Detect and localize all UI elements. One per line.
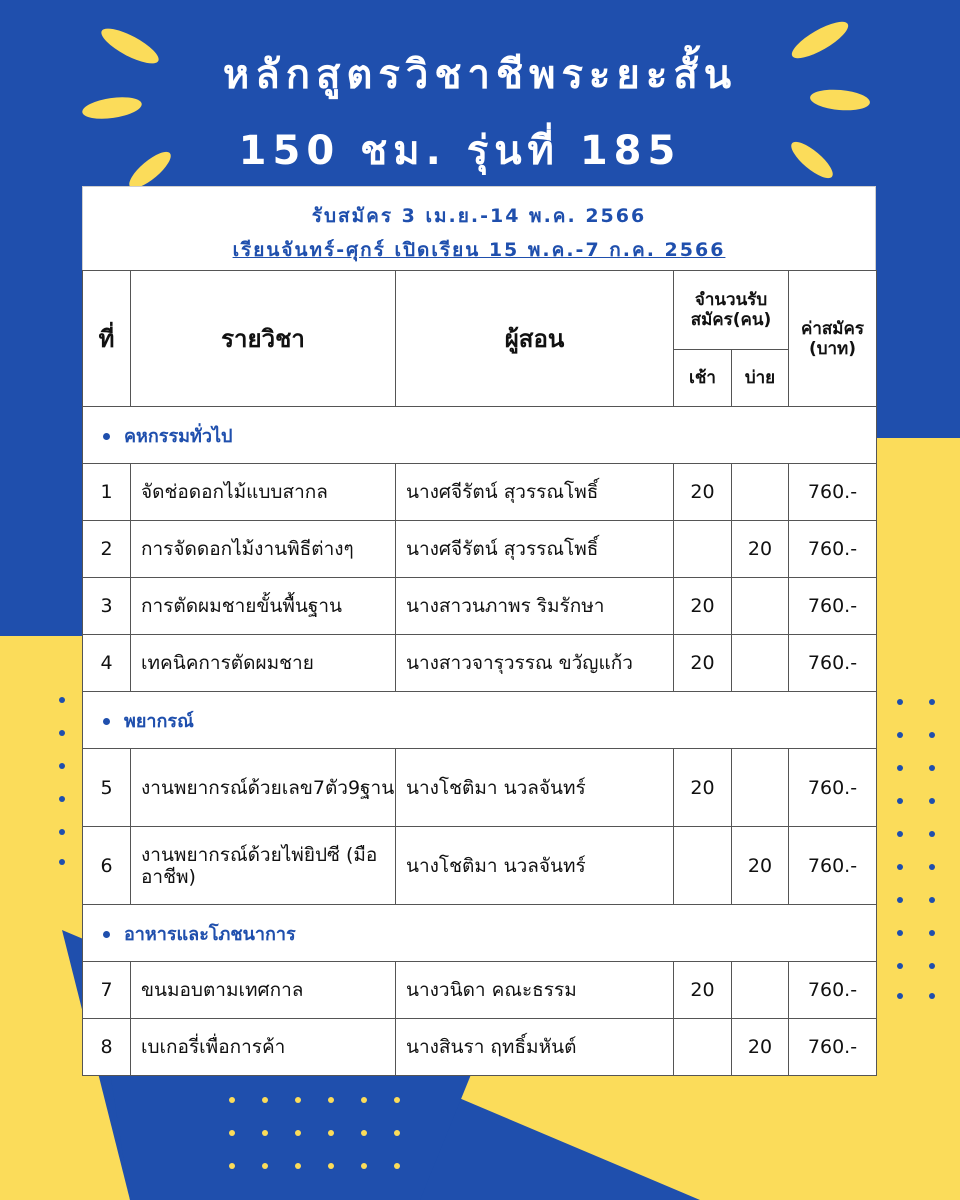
- course-card: [82, 186, 876, 1076]
- row-fee: 760.-: [789, 521, 877, 578]
- date-box: [82, 186, 876, 270]
- row-afternoon: [732, 578, 789, 635]
- row-fee: 760.-: [789, 827, 877, 905]
- row-morning: 20: [674, 464, 732, 521]
- table-row: [83, 635, 877, 692]
- row-afternoon: 20: [732, 827, 789, 905]
- category-label: อาหารและโภชนาการ: [124, 923, 296, 945]
- row-morning: 20: [674, 635, 732, 692]
- row-morning: [674, 827, 732, 905]
- row-fee: 760.-: [789, 749, 877, 827]
- row-subject: การจัดดอกไม้งานพิธีต่างๆ: [131, 521, 396, 578]
- row-afternoon: [732, 464, 789, 521]
- bullet-icon: [103, 718, 110, 725]
- row-subject: งานพยากรณ์ด้วยไพ่ยิปซี (มืออาชีพ): [131, 827, 396, 905]
- row-no: 5: [83, 749, 131, 827]
- row-fee: 760.-: [789, 578, 877, 635]
- header-capacity: จำนวนรับสมัคร(คน): [674, 271, 789, 350]
- row-teacher: นางสาวจารุวรรณ ขวัญแก้ว: [396, 635, 674, 692]
- table-row: [83, 962, 877, 1019]
- apply-dates: รับสมัคร 3 เม.ย.-14 พ.ค. 2566: [311, 205, 647, 227]
- course-table: [82, 270, 877, 1076]
- row-subject: ขนมอบตามเทศกาล: [131, 962, 396, 1019]
- header-subject: รายวิชา: [131, 271, 396, 407]
- study-dates: เรียนจันทร์-ศุกร์ เปิดเรียน 15 พ.ค.-7 ก.ค. 2566: [232, 239, 726, 261]
- header-afternoon: บ่าย: [732, 350, 789, 407]
- category-row: [83, 905, 877, 962]
- row-morning: 20: [674, 749, 732, 827]
- table-row: [83, 749, 877, 827]
- row-no: 8: [83, 1019, 131, 1076]
- row-morning: [674, 1019, 732, 1076]
- header-teacher: ผู้สอน: [396, 271, 674, 407]
- bullet-icon: [103, 931, 110, 938]
- row-no: 7: [83, 962, 131, 1019]
- category-row: [83, 692, 877, 749]
- row-morning: 20: [674, 578, 732, 635]
- row-fee: 760.-: [789, 962, 877, 1019]
- row-subject: เบเกอรี่เพื่อการค้า: [131, 1019, 396, 1076]
- row-teacher: นางโชติมา นวลจันทร์: [396, 827, 674, 905]
- row-no: 6: [83, 827, 131, 905]
- category-row: [83, 407, 877, 464]
- table-row: [83, 1019, 877, 1076]
- table-row: [83, 464, 877, 521]
- row-subject: การตัดผมชายขั้นพื้นฐาน: [131, 578, 396, 635]
- row-no: 2: [83, 521, 131, 578]
- row-teacher: นางวนิดา คณะธรรม: [396, 962, 674, 1019]
- row-morning: 20: [674, 962, 732, 1019]
- row-afternoon: [732, 635, 789, 692]
- row-subject: เทคนิคการตัดผมชาย: [131, 635, 396, 692]
- row-fee: 760.-: [789, 464, 877, 521]
- header-morning: เช้า: [674, 350, 732, 407]
- row-fee: 760.-: [789, 1019, 877, 1076]
- row-teacher: นางศจีรัตน์ สุวรรณโพธิ์: [396, 521, 674, 578]
- header-no: ที่: [83, 271, 131, 407]
- row-subject: งานพยากรณ์ด้วยเลข7ตัว9ฐาน: [131, 749, 396, 827]
- row-afternoon: 20: [732, 1019, 789, 1076]
- header-fee: ค่าสมัคร (บาท): [789, 271, 877, 407]
- table-row: [83, 521, 877, 578]
- category-label: คหกรรมทั่วไป: [124, 425, 233, 447]
- row-subject: จัดช่อดอกไม้แบบสากล: [131, 464, 396, 521]
- row-afternoon: [732, 962, 789, 1019]
- bullet-icon: [103, 433, 110, 440]
- page-subtitle: 150 ชม. รุ่นที่ 185: [238, 128, 682, 174]
- page-title: หลักสูตรวิชาชีพระยะสั้น: [222, 52, 738, 98]
- row-fee: 760.-: [789, 635, 877, 692]
- row-no: 4: [83, 635, 131, 692]
- row-afternoon: 20: [732, 521, 789, 578]
- row-teacher: นางศจีรัตน์ สุวรรณโพธิ์: [396, 464, 674, 521]
- table-row: [83, 578, 877, 635]
- row-no: 3: [83, 578, 131, 635]
- row-teacher: นางโชติมา นวลจันทร์: [396, 749, 674, 827]
- row-no: 1: [83, 464, 131, 521]
- row-teacher: นางสาวนภาพร ริมรักษา: [396, 578, 674, 635]
- row-morning: [674, 521, 732, 578]
- category-label: พยากรณ์: [124, 710, 194, 732]
- row-afternoon: [732, 749, 789, 827]
- row-teacher: นางสินรา ฤทธิ์มหันต์: [396, 1019, 674, 1076]
- table-row: [83, 827, 877, 905]
